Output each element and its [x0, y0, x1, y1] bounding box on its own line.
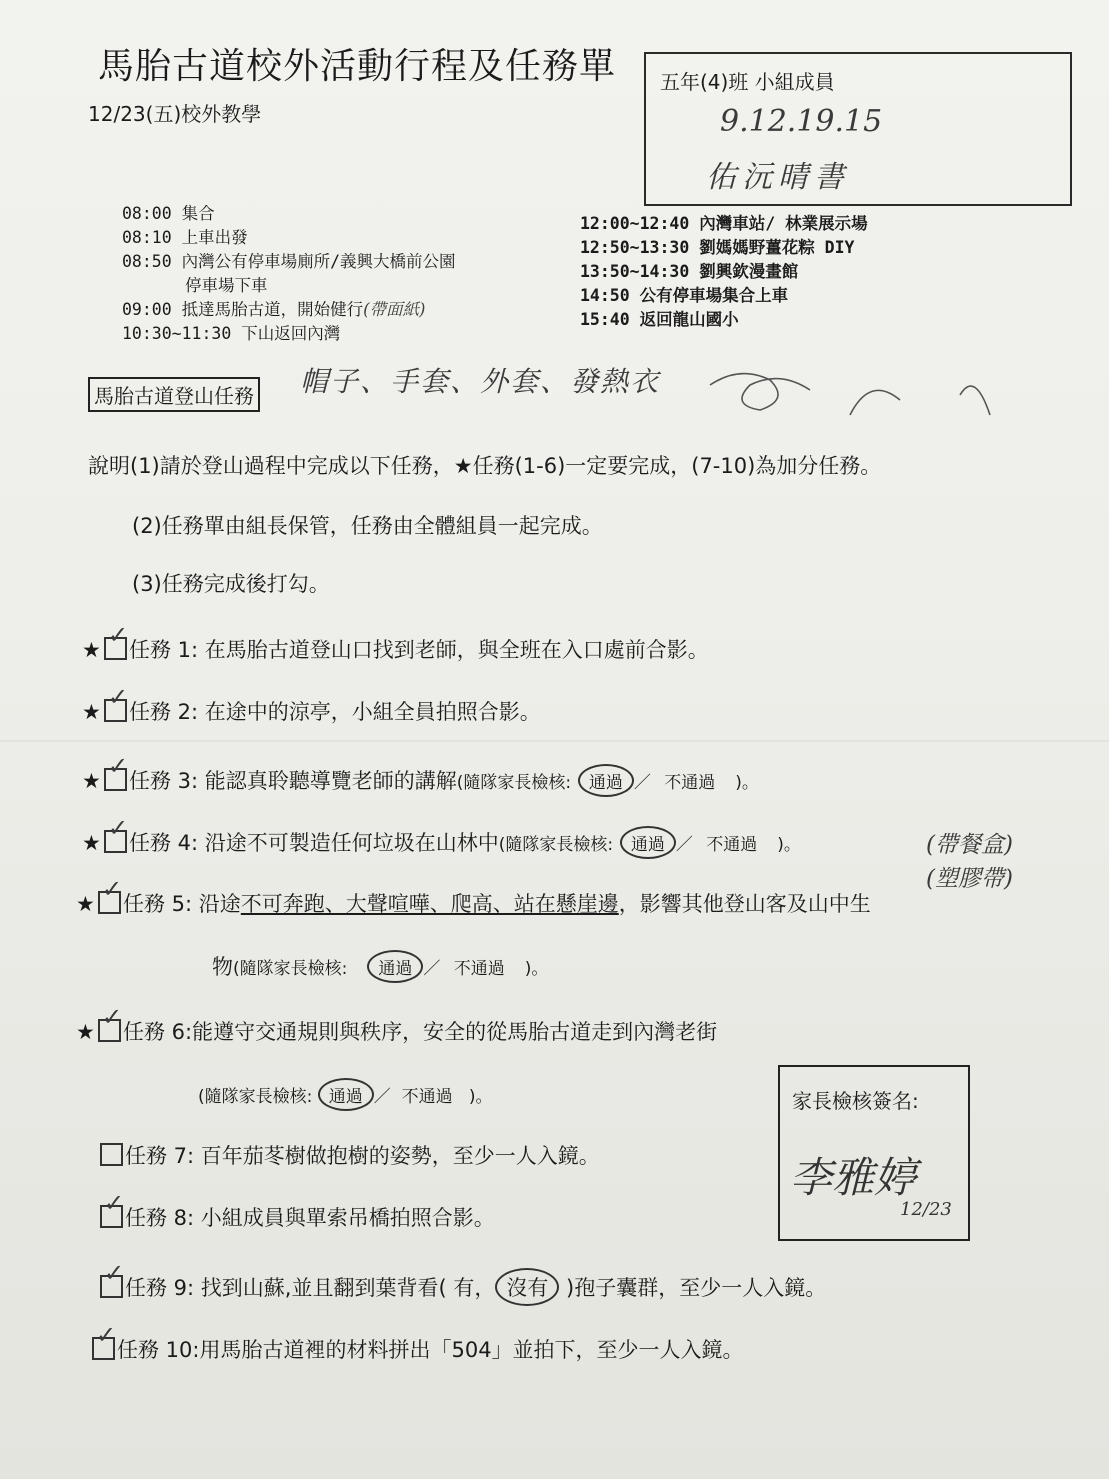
schedule-item: 停車場下車	[185, 276, 268, 295]
task-3: ★ ✓ 任務 3: 能認真聆聽導覽老師的講解(隨隊家長檢核: 通過 ／ 不通過 )。	[82, 764, 759, 797]
pen-scribble	[700, 355, 1000, 445]
task-checkbox[interactable]	[100, 1189, 125, 1228]
task-checkbox[interactable]	[100, 1259, 125, 1298]
schedule-item: 08:00 集合	[122, 204, 215, 223]
schedule-item: 12:50~13:30 劉媽媽野薑花粽 DIY	[580, 238, 855, 257]
check-mark-icon: ✓	[104, 1189, 125, 1217]
group-label: 五年(4)班 小組成員	[660, 70, 835, 94]
schedule-item: 13:50~14:30 劉興欽漫畫館	[580, 262, 799, 281]
gear-list-handwritten: 帽子、手套、外套、發熱衣	[300, 365, 661, 398]
signature-date-handwritten: 12/23	[900, 1199, 952, 1220]
task-checkbox[interactable]	[104, 621, 129, 660]
task-9: ✓ 任務 9: 找到山蘇,並且翻到葉背看( 有， 沒有 )孢子囊群，至少一人入鏡。	[100, 1268, 826, 1306]
trip-date: 12/23(五)校外教學	[88, 102, 262, 126]
task-6-check: (隨隊家長檢核: 通過 ／ 不通過 )。	[198, 1078, 492, 1111]
paper-fold	[0, 740, 1109, 742]
task-10: ✓ 任務 10:用馬胎古道裡的材料拼出「504」並拍下，至少一人入鏡。	[92, 1334, 744, 1364]
schedule-morning	[122, 202, 456, 346]
parent-signature-handwritten: 李雅婷	[790, 1153, 917, 1202]
star-icon: ★	[76, 892, 95, 916]
check-mark-icon: ✓	[102, 875, 123, 903]
task-checkbox[interactable]	[98, 875, 123, 914]
pass-circled: 通過	[578, 764, 634, 797]
check-mark-icon: ✓	[108, 752, 129, 780]
pass-circled: 通過	[318, 1078, 374, 1111]
schedule-item: 09:00 抵達馬胎古道，開始健行(帶面紙)	[122, 300, 426, 319]
pass-circled: 通過	[620, 826, 676, 859]
task-5: ★ ✓ 任務 5: 沿途不可奔跑、大聲喧嘩、爬高、站在懸崖邊，影響其他登山客及山中生	[76, 875, 871, 916]
task-7: 任務 7: 百年茄苳樹做抱樹的姿勢，至少一人入鏡。	[100, 1140, 600, 1170]
instruction-3: (3)任務完成後打勾。	[132, 572, 330, 596]
group-numbers-handwritten: 9.12.19.15	[720, 104, 883, 139]
task-checkbox[interactable]	[104, 752, 129, 791]
page-title: 馬胎古道校外活動行程及任務單	[98, 46, 617, 87]
instruction-2: (2)任務單由組長保管，任務由全體組員一起完成。	[132, 514, 603, 538]
check-mark-icon: ✓	[108, 683, 129, 711]
group-names-handwritten: 佑沅晴書	[706, 160, 850, 195]
task-4: ★ ✓ 任務 4: 沿途不可製造任何垃圾在山林中(隨隊家長檢核: 通過 ／ 不通過 )。	[82, 826, 801, 859]
check-mark-icon: ✓	[96, 1321, 117, 1349]
task-1: ★ ✓ 任務 1: 在馬胎古道登山口找到老師，與全班在入口處前合影。	[82, 621, 709, 662]
pass-circled: 通過	[367, 950, 423, 983]
check-mark-icon: ✓	[108, 621, 129, 649]
mission-section-label: 馬胎古道登山任務	[88, 377, 260, 412]
tissue-note-handwritten: (帶面紙)	[363, 300, 426, 319]
plastic-bag-note-handwritten: (塑膠帶)	[926, 866, 1013, 892]
schedule-item: 12:00~12:40 內灣車站/ 林業展示場	[580, 214, 868, 233]
task-6: ★ ✓ 任務 6:能遵守交通規則與秩序，安全的從馬胎古道走到內灣老街	[76, 1003, 718, 1044]
schedule-afternoon	[580, 212, 868, 332]
lunchbox-note-handwritten: (帶餐盒)	[926, 832, 1013, 858]
schedule-item: 08:50 內灣公有停車場廁所/義興大橋前公園	[122, 252, 456, 271]
task-5-continued: 物(隨隊家長檢核: 通過 ／ 不通過 )。	[212, 950, 548, 983]
task-checkbox[interactable]	[104, 683, 129, 722]
signature-label: 家長檢核簽名:	[792, 1089, 919, 1113]
instruction-1: 說明(1)請於登山過程中完成以下任務，★任務(1-6)一定要完成，(7-10)為加分任務。	[88, 454, 882, 478]
schedule-item: 08:10 上車出發	[122, 228, 248, 247]
task-8: ✓ 任務 8: 小組成員與單索吊橋拍照合影。	[100, 1202, 495, 1232]
star-icon: ★	[82, 769, 101, 793]
none-circled: 沒有	[495, 1268, 559, 1306]
task-checkbox[interactable]	[104, 814, 129, 853]
task-checkbox[interactable]	[100, 1143, 123, 1166]
schedule-item: 15:40 返回龍山國小	[580, 310, 739, 329]
schedule-item: 10:30~11:30 下山返回內灣	[122, 324, 341, 343]
check-mark-icon: ✓	[102, 1003, 123, 1031]
group-members-box	[644, 52, 1072, 206]
parent-signature-box	[778, 1065, 970, 1241]
star-icon: ★	[82, 831, 101, 855]
schedule-item: 14:50 公有停車場集合上車	[580, 286, 789, 305]
check-mark-icon: ✓	[108, 814, 129, 842]
check-mark-icon: ✓	[104, 1259, 125, 1287]
star-icon: ★	[82, 700, 101, 724]
star-icon: ★	[76, 1020, 95, 1044]
task-checkbox[interactable]	[98, 1003, 123, 1042]
task-2: ★ ✓ 任務 2: 在途中的涼亭，小組全員拍照合影。	[82, 683, 541, 724]
task-checkbox[interactable]	[92, 1321, 117, 1360]
star-icon: ★	[82, 638, 101, 662]
